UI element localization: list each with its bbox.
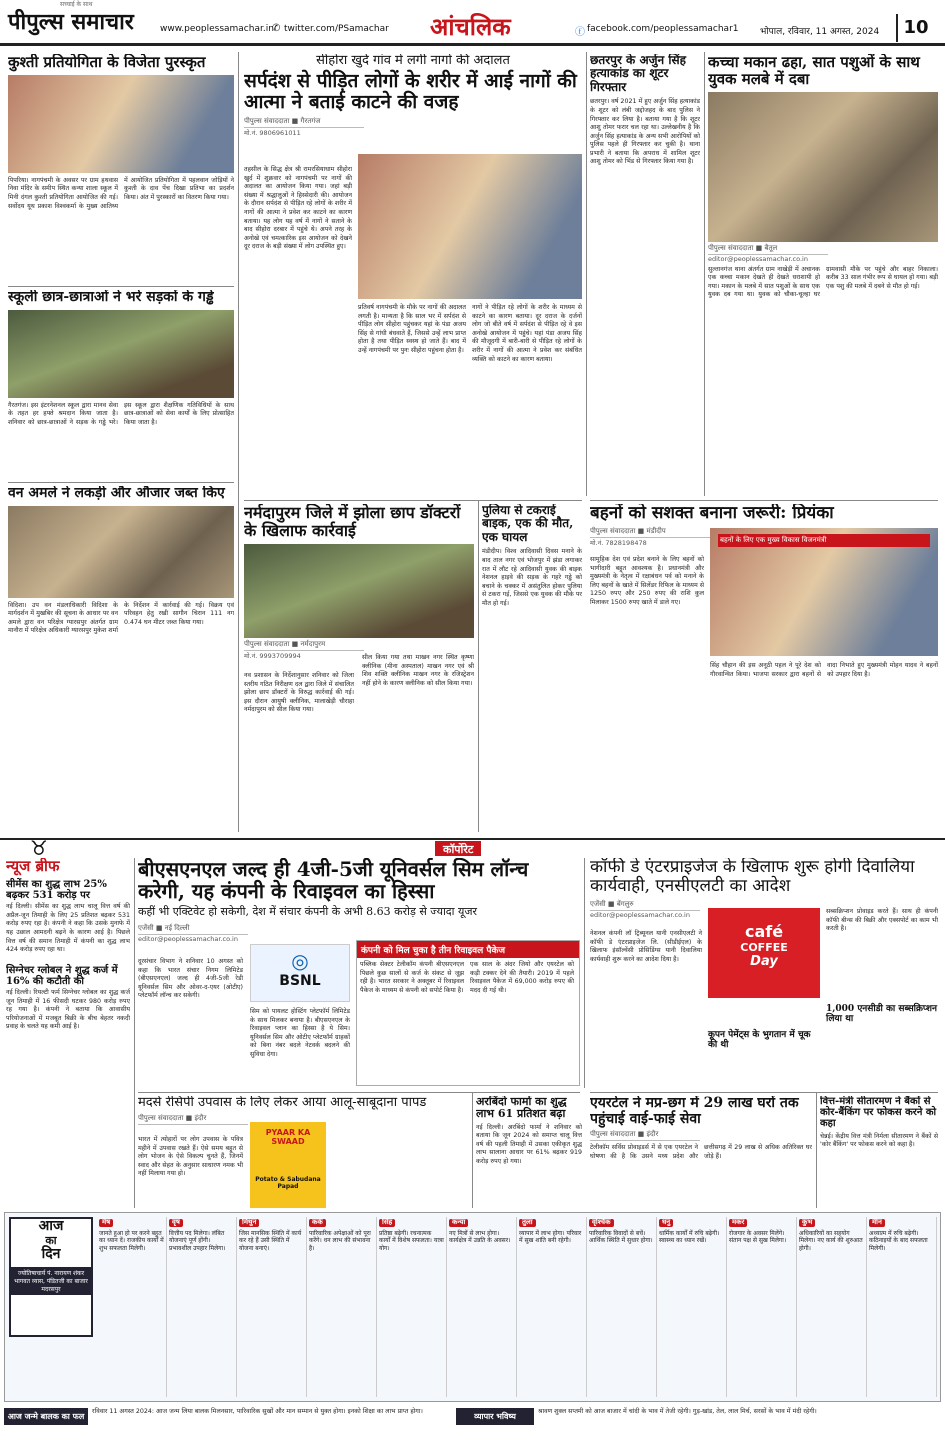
byline: पीपुल्स संवाददाता ■ बैतूल xyxy=(708,244,828,255)
byline: पीपुल्स संवाददाता ■ मंडीदीप xyxy=(590,527,710,538)
headline[interactable]: पुलिया से टकराई बाइक, एक की मौत, एक घायल xyxy=(482,504,574,544)
article-narmadapuram xyxy=(244,504,474,832)
headline[interactable]: बहनों को सशक्त बनाना जरूरी: प्रियंका xyxy=(590,504,834,523)
zodiac-sign-text: वित्तीय पद मिलेगा। लंबित योजनाएं पूर्ण होंगी। प्रभावशील उपहार मिलेगा। xyxy=(169,1229,226,1252)
headline[interactable]: छतरपुर के अर्जुन सिंह हत्याकांड का शूटर गिरफ्तार xyxy=(590,54,686,94)
zodiac-sign-text: अध्यात्म में रुचि बढ़ेगी। कठिनाइयों के बाद सफलता मिलेगी। xyxy=(869,1229,928,1252)
lead-kicker: सीहोरा खुर्द गांव में लगी नागों की अदालत xyxy=(316,54,510,68)
photo-wood xyxy=(8,506,234,598)
box-title: कंपनी को मिल चुका है तीन रिवाइवल पैकेज xyxy=(357,941,579,958)
photo-clinic xyxy=(244,544,474,638)
photo-students xyxy=(8,310,234,398)
news-brief xyxy=(6,858,130,1208)
zodiac-sign-text: प्रतिष्ठा बढ़ेगी। रचनात्मक कार्यों में विशेष सफलता। यात्रा योग। xyxy=(379,1229,444,1252)
born-title: आज जन्मे बालक का फल xyxy=(4,1408,88,1425)
section-title: आंचलिक xyxy=(430,12,511,41)
zodiac-sign-text: जानते हुआ हो पर करने बहुत का ध्यान दें। राजकीय कार्यों में शुभ सफलता मिलेगी। xyxy=(99,1229,164,1252)
zodiac-sign-name: मेष xyxy=(99,1219,113,1227)
body-2: सिम को पायलट होस्टिंग प्लेटफॉर्म लिमिटेड के साथ मिलकर बनाया है। बीएसएनएल के रिवाइवल प्लान का हिस्सा है ये सिम। यूनिवर्सल सिम और ओटीए प्लेटफॉर्म ग्राहकों को बिना नंबर बदले नेटवर्क बदलने की सुविधा देगा। xyxy=(250,1008,350,1058)
zodiac-sign xyxy=(517,1217,587,1397)
facebook-icon: ⓕ xyxy=(575,27,585,38)
headline[interactable]: नर्मदापुरम जिले में झोला छाप डॉक्टरों के खिलाफ कार्रवाई xyxy=(244,504,461,540)
headline[interactable]: अरबिंदो फार्मा का शुद्ध लाभ 61 प्रतिशत बढ़ा xyxy=(476,1096,567,1121)
zodiac-signs xyxy=(97,1217,937,1397)
zodiac-sign xyxy=(307,1217,377,1397)
article-bsnl xyxy=(138,858,580,1088)
zodiac-sign-name: मीन xyxy=(869,1219,885,1227)
ccd-logo: café COFFEE Day xyxy=(708,908,820,998)
lead-byline: पीपुल्स संवाददाता ■ गैरतगंज xyxy=(244,117,364,128)
zodiac-sign xyxy=(237,1217,307,1397)
zodiac-sign-name: वृश्चिक xyxy=(589,1219,614,1227)
box-body-2: एक साल के अंदर जियो और एयरटेल को कड़ी टक्कर देने की तैयारी। 2019 में पहले रिवाइवल पैकेज में 69,000 करोड़ रुपए की मदद दी गई थी। xyxy=(470,961,574,994)
body: मंडीदीप। विश्व आदिवासी दिवस मनाने के बाद ताल नगर एवं भोजपुर में झंडा लगाकर रात में लौट रहे आदिवासी युवक की बाइक नेशनल हाइवे की सड़क के गहरे गड्ढे को बचाने के चक्कर में असंतुलित होकर पुलिया से टकरा गई, जिससे एक युवक की मौके पर मौत हो गई। xyxy=(482,548,582,607)
article-house-collapse xyxy=(708,54,938,498)
headline[interactable]: एयरटेल ने मप्र-छग में 29 लाख घरों तक पहुंचाई वाई-फाई सेवा xyxy=(590,1096,799,1127)
article-priyanka xyxy=(590,504,938,832)
photo-event xyxy=(710,528,938,656)
body-1: नव प्रशासन के निर्देशानुसार शनिवार को जिला स्तरीय गठित निरीक्षण दल द्वारा जिले में संचालित झोला छाप डॉक्टरों के विरुद्ध कार्रवाई की गई। इस दौरान आयुषी क्लीनिक, मालाखेड़ी चौराहा नर्मदापुरम को सील किया गया। xyxy=(244,672,354,714)
lead-headline[interactable]: सर्पदंश से पीड़ित लोगों के शरीर में आई नागों की आत्मा ने बताई काटने की वजह xyxy=(244,69,577,113)
box-body-1: पब्लिक सेक्टर टेलीकॉम कंपनी बीएसएनएल पिछले कुछ सालों से कर्ज के संकट से जूझ रही है। भारत सरकार ने अक्तूबर में रिवाइवल पैकेज के माध्यम से कंपनी को सपोर्ट किया है। xyxy=(360,961,464,994)
papad-pack: PYAAR KA SWAAD Potato & Sabudana Papad xyxy=(250,1122,326,1208)
event-banner: बहनों के लिए एक मुख्य विकास विजनमंत्री xyxy=(718,534,930,547)
zodiac-sign xyxy=(657,1217,727,1397)
ccd-sub-2: कूपन पेमेंट्स के भुगतान में चूक की थी xyxy=(708,1030,811,1051)
photo-kushti xyxy=(8,75,234,173)
body-2: सिंह चौहान की इस अनूठी पहल ने पूरे देश को गौरवान्वित किया। भाजपा सरकार द्वारा बहनों से वादा निभाते हुए मुख्यमंत्री मोहन यादव ने बहनों को उपहार दिया है। xyxy=(710,662,938,678)
zodiac-sign-text: नए मित्रों से लाभ होगा। कार्यक्षेत्र में उन्नति के अवसर। xyxy=(449,1229,511,1245)
zodiac-sign-text: अधिकारियों का सहयोग मिलेगा। नए कार्य की शुरुआत होगी। xyxy=(799,1229,863,1252)
headline[interactable]: कच्चा मकान ढहा, सात पशुओं के साथ युवक मलबे में दबा xyxy=(708,54,920,88)
bsnl-logo-icon: ◎ xyxy=(291,949,309,973)
headline[interactable]: वित्त-मंत्री सीतारमण ने बैंकों से कोर-बैंकिंग पर फोकस करने को कहा xyxy=(820,1096,937,1130)
body-1: सामूहिक देश एवं प्रदेश बनाने के लिए बहनों को भागीदारी बहुत आवश्यक है। प्रधानमंत्री और मुख्यमंत्री के नेतृत्व में रक्षाबंधन पर्व को मनाने के लिए बहनों के खाते में सिलेंडर रिफिल के माध्यम से 1250 रुपए और 250 रुपए की राशि कुल मिलाकर 1500 रुपए खाते में डाले गए। xyxy=(590,556,704,606)
byline: पीपुल्स संवाददाता ■ इंदौर xyxy=(138,1114,248,1125)
article-forest xyxy=(8,486,234,832)
market-text: श्रावण शुक्ल सप्तमी को आज बाजार में चांदी के भाव में तेजी रहेगी। गुड़-खांड, तेल, लाल मिर्च, सरसों के भाव में मंदी रहेगी। xyxy=(538,1408,817,1415)
zodiac-sign-text: रोजगार के अवसर मिलेंगे। संतान पक्ष से सुख मिलेगा। xyxy=(729,1229,787,1245)
paper-logo[interactable]: पीपुल्स समाचार xyxy=(8,9,134,35)
byline: एजेंसी ■ नई दिल्ली xyxy=(138,924,248,935)
email: editor@peoplessamachar.co.in xyxy=(590,911,690,920)
column-divider xyxy=(238,52,239,832)
horoscope-strip xyxy=(4,1212,941,1402)
market-title: व्यापार भविष्य xyxy=(456,1408,534,1425)
corporate-label: कॉर्पोरेट xyxy=(435,841,481,856)
lead-body-1: तहसील के सिद्ध क्षेत्र श्री रामरसियाधाम सीहोरा खुर्द में शुक्रवार को नागपंचमी पर नागों की अदालत का आयोजन किया गया। जहां बड़ी संख्या में श्रद्धालुओं ने हिस्सेदारी की। आयोजन के दौरान सर्पदंश से पीड़ित रहे लोगों के शरीर में नागों की आत्मा ने प्रवेश कर काटने का कारण बताया। यह लोग यह वर्ष में नागों ने सताने के बाद सीहोरा दरबार में पहुंचे थे। अपने तरह के अनोखे एवं चमत्कारिक इस आयोजन को देखने दूर दराज के बड़ी संख्या में लोग उपस्थित हुए। xyxy=(244,166,352,251)
headline[interactable]: स्कूली छात्र-छात्राओं ने भरे सड़कों के गड्ढे xyxy=(8,290,214,305)
mobile: मो.नं. 9993709994 xyxy=(244,651,301,660)
zodiac-sign-name: धनु xyxy=(659,1219,673,1227)
born-today xyxy=(4,1404,941,1442)
zodiac-sign xyxy=(797,1217,867,1397)
mobile: मो.नं. 7828198478 xyxy=(590,539,647,548)
dateline: भोपाल, रविवार, 11 अगस्त, 2024 xyxy=(760,27,880,37)
aaj-ka-din-box: आज का दिन ज्योतिषाचार्य पं. नारायण शंकर भागवत व्यास, पंडितजी का बाजार मदरसपुर xyxy=(9,1217,93,1337)
byline: पीपुल्स संवाददाता ■ इंदौर xyxy=(590,1130,700,1141)
article-bike-accident xyxy=(482,504,582,832)
zodiac-sign-name: कर्क xyxy=(309,1219,326,1227)
twitter-link[interactable]: twitter.com/PSamachar xyxy=(284,24,389,34)
zodiac-sign xyxy=(377,1217,447,1397)
zodiac-sign-text: पारिवारिक अपेक्षाओं को पूरा करेंगे। धन लाभ की संभावना है। xyxy=(309,1229,371,1252)
subhead: कहीं भी एक्टिवेट हो सकेगी, देश में संचार कंपनी के अभी 8.63 करोड़ से ज्यादा यूजर xyxy=(138,904,478,918)
bsnl-logo: ◎ BSNL xyxy=(250,944,350,1002)
website-link[interactable]: www.peoplessamachar.in xyxy=(160,24,274,34)
headline[interactable]: बीएसएनएल जल्द ही 4जी-5जी यूनिवर्सल सिम लॉन्च करेगी, यह कंपनी के रिवाइवल का हिस्सा xyxy=(138,858,529,904)
zodiac-sign xyxy=(867,1217,937,1397)
article-school xyxy=(8,290,234,480)
byline: एजेंसी ■ बेंगलुरु xyxy=(590,900,700,911)
body: पिपरिया। नागपंचमी के अवसर पर ग्राम हथवास निवा मंदिर के समीप स्थित कन्या शाला स्कूल में मिनी दंगल कुश्ती प्रतियोगिता आयोजित की गई। सर्वोदय यूथ प्रकाश विश्वकर्मा के मुख्य आतिथ्य में आयोजित प्रतियोगिता में पहलवान जोड़ियों ने कुश्ती के दाव पेंच दिखा प्रतिभा का प्रदर्शन किया। अंत में पुरस्कारों का वितरण किया गया। xyxy=(8,176,234,210)
zodiac-sign xyxy=(727,1217,797,1397)
body: भारत में त्योहारों पर लोग उपवास के पवित्र महीने में उपवास रखते हैं। ऐसे समय बहुत से लोग भोजन के ऐसे विकल्प चुनते हैं, जिनमें स्वाद और सेहत के अनुसार साधारण नमक भी नहीं मिलाया गया हो। xyxy=(138,1136,243,1178)
brief-1-headline[interactable]: सीमेंस का शुद्ध लाभ 25% बढ़कर 531 करोड़ पर xyxy=(6,878,107,901)
article-ccd xyxy=(590,858,938,1088)
zodiac-sign xyxy=(97,1217,167,1397)
body: नई दिल्ली। अरबिंदो फार्मा ने शनिवार को बताया कि जून 2024 को समाप्त चालू वित्त वर्ष की पहली तिमाही में उसका एकीकृत शुद्ध लाभ सालाना आधार पर 61% बढ़कर 919 करोड़ रुपए हो गया। xyxy=(476,1123,582,1165)
byline: पीपुल्स संवाददाता ■ नर्मदापुरम xyxy=(244,640,364,651)
lead-mobile: मो.नं. 9806961011 xyxy=(244,129,301,138)
zodiac-sign-name: तुला xyxy=(519,1219,536,1227)
body: सुल्तानगंज थाना अंतर्गत ग्राम नाखेड़ी में अचानक एक कच्चा मकान देखते ही देखते धराशायी हो गया। मकान के मलबे में सात पशुओं के साथ एक युवक दब गया था। युवक को चौका-चूल्हा घर ग्रामवासी मौके पर पहुंचे और बाहर निकाला। करीब 33 साल गंभीर रूप से घायल हो गया। बड़ी एक पशु की मलबे में दबने से मौत हो गई। xyxy=(708,265,938,299)
body: चेन्नई। केंद्रीय वित्त मंत्री निर्मला सीतारमण ने बैंकों से 'कोर बैंकिंग' पर फोकस करने को कहा है। xyxy=(820,1132,938,1149)
zodiac-sign xyxy=(447,1217,517,1397)
corporate-bar xyxy=(0,838,945,856)
zodiac-sign-text: व्यापार में लाभ होगा। परिवार में सुख शांति बनी रहेगी। xyxy=(519,1229,582,1245)
body-2: सब्सक्रिप्शन प्रोवाइड करते हैं। साथ ही कंपनी कॉफी बीन्स की बिक्री और एक्सपोर्ट का काम भी करती है। xyxy=(826,908,938,933)
zodiac-sign-text: धार्मिक कार्यों में रुचि बढ़ेगी। स्वास्थ्य का ध्यान रखें। xyxy=(659,1229,720,1245)
brief-1-body: नई दिल्ली। सीमेंस का शुद्ध लाभ चालू वित्त वर्ष की अप्रैल-जून तिमाही के लिए 25 प्रतिशत बढ़कर 531 करोड़ रुपए रहा है। कंपनी ने कहा कि उसके मुनाफे में यह उछाल आमदनी बढ़ने के कारण आई है। पिछले वित्त वर्ष की समान तिमाही में कंपनी का शुद्ध लाभ 424 करोड़ रुपए रहा था। xyxy=(6,903,130,954)
email: editor@peoplessamachar.co.in xyxy=(138,935,238,944)
zodiac-sign xyxy=(167,1217,237,1397)
email: editor@peoplessamachar.co.in xyxy=(708,254,808,263)
lead-story xyxy=(244,54,582,498)
article-arbindo xyxy=(476,1096,582,1208)
lead-body-3: नागों ने पीड़ित रहे लोगों के शरीर के माध्यम से काटने का कारण बताया। दूर दराज के दर्जनों लोग जो बीते वर्ष में सर्पदंश से पीड़ित रहे वे इस अनोखे आयोजन में पहुंचे। यहां पंडा अजय सिंह की मौजूदगी में बारी-बारी से पीड़ित रहे लोगों के शरीर में नागों की आत्मा ने प्रवेश कर संबंधित व्यक्ति को काटने का कारण बताया। xyxy=(472,304,582,363)
ccd-sub-1: 1,000 एनसीडी का सब्सक्रिप्शन लिया था xyxy=(826,1004,937,1025)
headline[interactable]: कुश्ती प्रतियोगिता के विजेता पुरस्कृत xyxy=(8,54,206,71)
zodiac-sign-name: कन्या xyxy=(449,1219,468,1227)
zodiac-sign-text: पारिवारिक विवादों से बचें। आर्थिक स्थिति में सुधार होगा। xyxy=(589,1229,653,1245)
zodiac-sign xyxy=(587,1217,657,1397)
article-airtel xyxy=(590,1096,812,1208)
article-kushti xyxy=(8,54,234,284)
body-1: नेशनल कंपनी लॉ ट्रिब्यूनल यानी एनसीएलटी ने कॉफी डे एंटरप्राइजेज लि. (सीडीईएल) के खिलाफ इंसॉल्वेंसी प्रोसिडिंग्स यानी दिवालिया कार्यवाही शुरू करने का आदेश दिया है। xyxy=(590,930,702,963)
paper-tagline: सच्चाई के साथ xyxy=(60,1,93,8)
zodiac-sign-name: सिंह xyxy=(379,1219,395,1227)
body: छतरपुर। वर्ष 2021 में हुए अर्जुन सिंह हत्याकांड के शूटर को लंबी जद्दोजहद के बाद पुलिस ने गिरफ्तार कर लिया है। बताया गया है कि शूटर आशु तोमर फरार चल रहा था। उल्लेखनीय है कि अर्जुन सिंह हत्याकांड के अन्य सभी आरोपियों को पुलिस पहले ही गिरफ्तार कर चुकी है। थाना प्रभारी ने बताया कि अपराध में शामिल शूटर आशु तोमर को भिंड से गिरफ्तार किया गया है। xyxy=(590,98,700,166)
headline[interactable]: मदर्स रेसिपी उपवास के लिए लेकर आया आलू-साबूदाना पापड xyxy=(138,1096,427,1110)
brief-2-headline[interactable]: सिग्नेचर ग्लोबल ने शुद्ध कर्ज में 16% की कटौती की xyxy=(6,964,118,987)
article-chhatarpur xyxy=(590,54,700,498)
article-sitharaman xyxy=(820,1096,938,1208)
brief-2-body: नई दिल्ली। रियल्टी फर्म सिग्नेचर ग्लोबल का शुद्ध कर्ज जून तिमाही में 16 फीसदी घटकर 980 करोड़ रुपए रह गया है। कंपनी ने बताया कि आवासीय परियोजनाओं में मजबूत बिक्री के बीच बेहतर नकदी प्रवाह के चलते यह कमी आई है। xyxy=(6,989,130,1031)
twitter-icon: ✆ xyxy=(272,23,281,34)
body: टेलीकॉम सर्विस प्रोवाइडर्स में से एक एयरटेल ने घोषणा की है कि उसने मध्य प्रदेश और छत्तीसगढ़ में 29 लाख से अधिक अतिरिक्त घर जोड़े हैं। xyxy=(590,1144,812,1160)
born-text: रविवार 11 अगस्त 2024: आज जन्म लिया बालक मिलनसार, पारिवारिक सुखों और मान सम्मान से युक्त होगा। इनको शिक्षा का लाभ प्राप्त होगा। xyxy=(92,1408,423,1415)
body: गैरतगंज। इस इंटरनेशनल स्कूल द्वारा मानव सेवा के तहत हर हफ्ते श्रमदान किया जाता है। शनिवार को छात्र-छात्राओं ने सड़क के गड्ढे भरे। इस स्कूल द्वारा शैक्षणिक गतिविधियों के साथ छात्र-छात्राओं को सेवा कार्यों के लिए प्रोत्साहित किया जाता है। xyxy=(8,401,234,426)
masthead xyxy=(0,0,945,46)
zodiac-sign-name: कुंभ xyxy=(799,1219,815,1227)
page-number: 10 xyxy=(896,14,934,42)
zodiac-sign-name: मिथुन xyxy=(239,1219,259,1227)
bull-icon: ♉ xyxy=(30,838,48,856)
bsnl-box xyxy=(356,940,580,1086)
article-pyaar xyxy=(138,1096,468,1208)
lead-photo xyxy=(358,154,582,299)
photo-collapse xyxy=(708,92,938,242)
body: विदिशा। उप वन मंडलाधिकारी विदिशा के मार्गदर्शन में मुखबिर की सूचना के आधार पर वन अमले द्वारा वन परिक्षेत्र ग्यारसपुर अंतर्गत ग्राम मानौरा में परिक्षेत्र अधिकारी ग्यारसपुर मुकेश शर्मा के निर्देशन में कार्रवाई की गई। विक्रय एवं परिवहन हेतु रखी सागौन चिरान 111 नग 0.474 घन मीटर जब्त किया गया। xyxy=(8,601,234,635)
facebook-link[interactable]: facebook.com/peoplessamachar1 xyxy=(587,24,739,34)
zodiac-sign-name: मकर xyxy=(729,1219,747,1227)
headline[interactable]: वन अमले ने लकड़ी और औजार जब्त किए xyxy=(8,486,225,501)
zodiac-sign-text: जिस मानसिक स्थिति में कार्य कर रहे हैं उसी स्थिति में योजना बनाएं। xyxy=(239,1229,302,1252)
body-2: सील किया गया तथा माखन नगर स्थित कृष्णा क्लीनिक (मीना अस्पताल) माखन नगर एवं श्री शिव शक्ति क्लीनिक माखन नगर के रजिस्ट्रेशन नहीं होने के कारण क्लीनिक को सील किया गया। xyxy=(362,654,474,687)
body-1: दूरसंचार विभाग ने शनिवार 10 अगस्त को कहा कि भारत संचार निगम लिमिटेड (बीएसएनएल) जल्द ही 4जी-5जी रेडी यूनिवर्सल सिम और ओवर-द-एयर (ओटीए) प्लेटफॉर्म लॉन्च कर सकेगी। xyxy=(138,958,243,1000)
zodiac-sign-name: वृष xyxy=(169,1219,183,1227)
headline[interactable]: कॉफी डे एंटरप्राइजेज के खिलाफ शुरू होगी दिवालिया कार्यवाही, एनसीएलटी का आदेश xyxy=(590,858,915,897)
lead-body-2: प्रतिवर्ष नागपंचमी के मौके पर नागों की अदालत लगती है। मान्यता है कि साल भर में सर्पदंश से पीड़ित लोग सीहोरा पहुंचकर यहां के पंडा अजय सिंह से गांधी बंधवाते हैं, जिससे उन्हें लाभ प्राप्त होता है तथा पीड़ित स्वस्थ हो जाते हैं। बाद में उन्हें नागपंचमी पर पुनः सीहोरा पहुंचना होता है। xyxy=(358,304,466,354)
brief-title: न्यूज ब्रीफ xyxy=(6,858,60,875)
